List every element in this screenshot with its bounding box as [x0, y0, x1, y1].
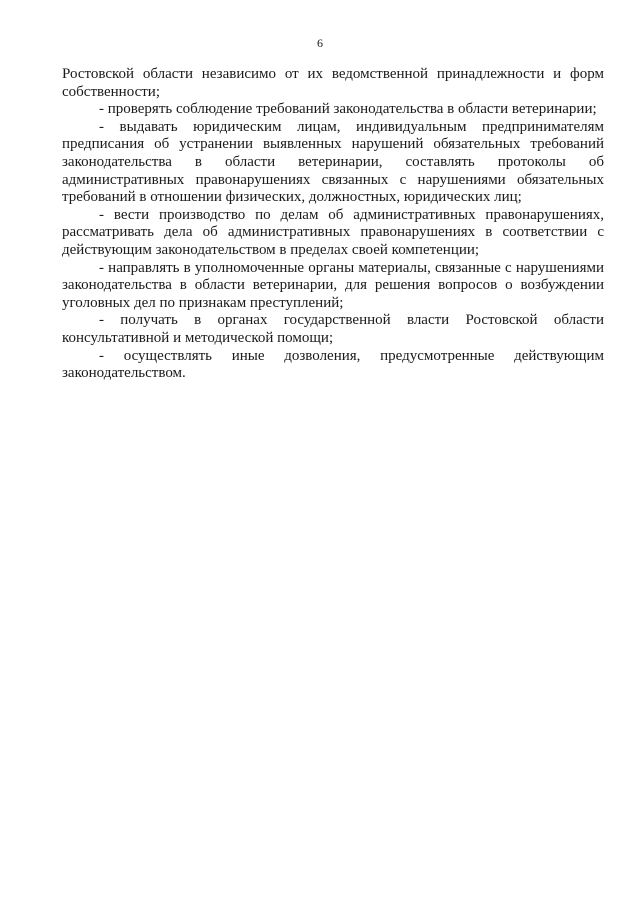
page-number: 6 — [317, 36, 323, 50]
paragraph-send-materials: - направлять в уполномоченные органы материалы, связанные с нарушениями законодательства в области ветеринарии, для решения вопросов о возбуждении уголовных дел по признакам преступлений; — [62, 259, 604, 311]
document-body — [62, 66, 604, 383]
paragraph-continuation: Ростовской области независимо от их ведомственной принадлежности и форм собственности; — [62, 66, 604, 100]
paragraph-check-compliance: - проверять соблюдение требований законодательства в области ветеринарии; — [99, 101, 597, 118]
paragraph-other-permissions: - осуществлять иные дозволения, предусмотренные действующим законодательством. — [62, 347, 604, 382]
paragraph-receive-assistance: - получать в органах государственной власти Ростовской области консультативной и методической помощи; — [62, 312, 604, 346]
paragraph-administrative-cases: - вести производство по делам об административных правонарушениях, рассматривать дела об административных правонарушениях в соответствии с действующим законодательством в пределах своей компетенции; — [62, 206, 604, 258]
paragraph-issue-orders: - выдавать юридическим лицам, индивидуальным предпринимателям предписания об устранении выявленных нарушений обязательных требований законодательства в области ветеринарии, составлять протоколы об административных правонарушениях связанных с нарушениями обязательных требований в отношении физических, должностных, юридических лиц; — [62, 118, 604, 206]
